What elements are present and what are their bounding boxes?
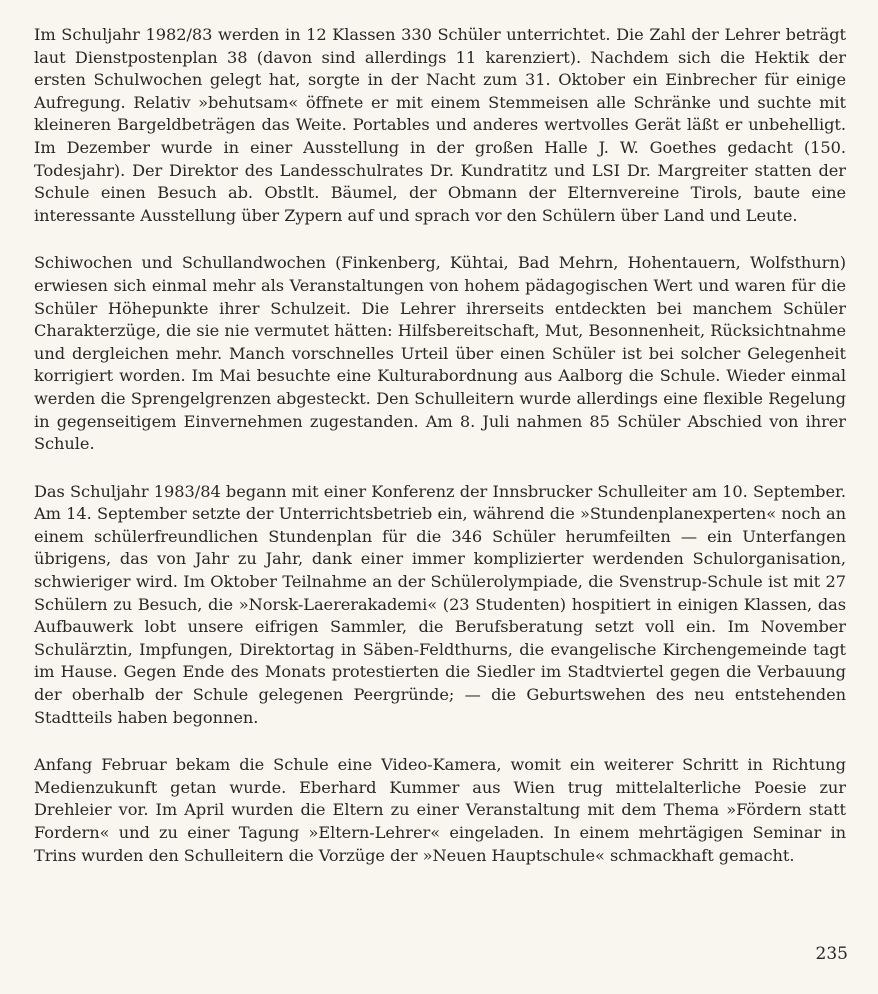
paragraph-schiwochen: Schiwochen und Schullandwochen (Finkenberg, Kühtai, Bad Mehrn, Hohentauern, Wolfsthurn) erwiesen sich einmal mehr als Veranstaltungen von hohem pädagogischen Wert und waren für die Schüler Höhepunkte ihrer Schulzeit. Die Lehrer ihrerseits entdeckten bei manchem Schüler Charakterzüge, die sie nie vermutet hätten: Hilfsbereitschaft, Mut, Besonnenheit, Rücksichtnahme und dergleichen mehr. Manch vorschnelles Urteil über einen Schüler ist bei solcher Gelegenheit korrigiert worden. Im Mai besuchte eine Kulturabordnung aus Aalborg die Schule. Wieder einmal werden die Sprengelgrenzen abgesteckt. Den Schulleitern wurde allerdings eine flexible Regelung in gegenseitigem Einvernehmen zugestanden. Am 8. Juli nahmen 85 Schüler Abschied von ihrer Schule. bbox=[34, 253, 846, 454]
page-body bbox=[34, 24, 846, 892]
paragraph-1983-84: Das Schuljahr 1983/84 begann mit einer Konferenz der Innsbrucker Schulleiter am 10. September. Am 14. September setzte der Unterrichtsbetrieb ein, während die »Stundenplanexperten« noch an einem schülerfreundlichen Stundenplan für die 346 Schüler herumfeilten — ein Unterfangen übrigens, das von Jahr zu Jahr, dank einer immer komplizierter werdenden Schulorganisation, schwieriger wird. Im Oktober Teilnahme an der Schülerolympiade, die Svenstrup-Schule ist mit 27 Schülern zu Besuch, die »Norsk-Laererakademi« (23 Studenten) hospitiert in einigen Klassen, das Aufbauwerk lobt unsere eifrigen Sammler, die Berufsberatung setzt voll ein. Im November Schulärztin, Impfungen, Direktortag in Säben-Feldthurns, die evangelische Kirchengemeinde tagt im Hause. Gegen Ende des Monats protestierten die Siedler im Stadtviertel gegen die Verbauung der oberhalb der Schule gelegenen Peergründe; — die Geburtswehen des neu entstehenden Stadtteils haben begonnen. bbox=[34, 481, 846, 727]
paragraph-1982-83: Im Schuljahr 1982/83 werden in 12 Klassen 330 Schüler unterrichtet. Die Zahl der Lehrer beträgt laut Dienstpostenplan 38 (davon sind allerdings 11 karenziert). Nachdem sich die Hektik der ersten Schulwochen gelegt hat, sorgte in der Nacht zum 31. Oktober ein Einbrecher für einige Aufregung. Relativ »behutsam« öffnete er mit einem Stemmeisen alle Schränke und suchte mit kleineren Bargeldbeträgen das Weite. Portables und anderes wertvolles Gerät läßt er unbehelligt. Im Dezember wurde in einer Ausstellung in der großen Halle J. W. Goethes gedacht (150. Todesjahr). Der Direktor des Landesschulrates Dr. Kundratitz und LSI Dr. Margreiter statten der Schule einen Besuch ab. Obstlt. Bäumel, der Obmann der Elternvereine Tirols, baute eine interessante Ausstellung über Zypern auf und sprach vor den Schülern über Land und Leute. bbox=[34, 25, 846, 225]
paragraph-februar: Anfang Februar bekam die Schule eine Video-Kamera, womit ein weiterer Schritt in Richtung Medienzukunft getan wurde. Eberhard Kummer aus Wien trug mittelalterliche Poesie zur Drehleier vor. Im April wurden die Eltern zu einer Veranstaltung mit dem Thema »Fördern statt Fordern« und zu einer Tagung »Eltern-Lehrer« eingeladen. In einem mehrtägigen Seminar in Trins wurden den Schulleitern die Vorzüge der »Neuen Hauptschule« schmackhaft gemacht. bbox=[34, 755, 846, 865]
page-number: 235 bbox=[815, 944, 848, 964]
